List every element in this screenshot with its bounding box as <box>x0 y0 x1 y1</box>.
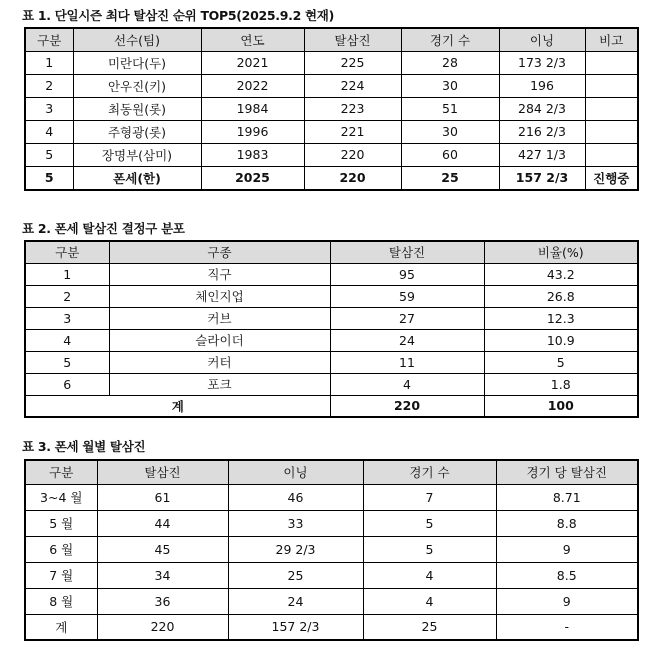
cell: 8.71 <box>496 484 638 510</box>
header-innings: 이닝 <box>499 28 585 51</box>
cell: 커터 <box>109 351 330 373</box>
cell: 220 <box>304 143 401 166</box>
cell: 33 <box>228 510 363 536</box>
cell: 60 <box>401 143 499 166</box>
cell: 27 <box>330 307 484 329</box>
cell: 5 <box>484 351 638 373</box>
cell: 51 <box>401 97 499 120</box>
cell: 5 <box>25 351 109 373</box>
cell: 2021 <box>201 51 304 74</box>
table-row <box>25 143 638 166</box>
cell: 28 <box>401 51 499 74</box>
header-pitch-type: 구종 <box>109 241 330 263</box>
table2-caption: 표 2. 폰세 탈삼진 결정구 분포 <box>22 221 185 236</box>
table-row-total <box>25 614 638 640</box>
cell: 24 <box>228 588 363 614</box>
cell: 95 <box>330 263 484 285</box>
cell: 4 <box>363 562 496 588</box>
cell: 계 <box>25 614 97 640</box>
cell: 진행중 <box>585 166 638 190</box>
cell: 46 <box>228 484 363 510</box>
header-strikeouts: 탈삼진 <box>330 241 484 263</box>
pitch-type-table <box>24 240 639 418</box>
cell: 주형광(롯) <box>73 120 201 143</box>
header-strikeouts: 탈삼진 <box>304 28 401 51</box>
cell: 34 <box>97 562 228 588</box>
header-ratio: 비율(%) <box>484 241 638 263</box>
table3-caption: 표 3. 폰세 월별 탈삼진 <box>22 439 146 454</box>
cell: 2 <box>25 74 73 97</box>
cell: 8.5 <box>496 562 638 588</box>
cell: 2 <box>25 285 109 307</box>
cell: 25 <box>228 562 363 588</box>
cell: 24 <box>330 329 484 351</box>
cell: 계 <box>25 395 330 417</box>
cell: 7 월 <box>25 562 97 588</box>
header-strikeouts: 탈삼진 <box>97 460 228 484</box>
cell: 220 <box>304 166 401 190</box>
cell: 1996 <box>201 120 304 143</box>
cell <box>585 143 638 166</box>
cell: 4 <box>25 329 109 351</box>
cell: 1 <box>25 51 73 74</box>
cell: 포크 <box>109 373 330 395</box>
header-category: 구분 <box>25 460 97 484</box>
cell: 196 <box>499 74 585 97</box>
cell: 36 <box>97 588 228 614</box>
cell: 29 2/3 <box>228 536 363 562</box>
cell: 체인지업 <box>109 285 330 307</box>
cell: 안우진(키) <box>73 74 201 97</box>
cell: 장명부(삼미) <box>73 143 201 166</box>
cell: 225 <box>304 51 401 74</box>
header-year: 연도 <box>201 28 304 51</box>
cell: 5 월 <box>25 510 97 536</box>
header-category: 구분 <box>25 241 109 263</box>
table-row-highlight <box>25 166 638 190</box>
cell: 1 <box>25 263 109 285</box>
cell: 9 <box>496 588 638 614</box>
cell: 2022 <box>201 74 304 97</box>
header-games: 경기 수 <box>363 460 496 484</box>
cell: 11 <box>330 351 484 373</box>
cell: - <box>496 614 638 640</box>
table-row <box>25 510 638 536</box>
cell: 1.8 <box>484 373 638 395</box>
cell: 25 <box>401 166 499 190</box>
cell: 157 2/3 <box>499 166 585 190</box>
cell: 10.9 <box>484 329 638 351</box>
cell: 221 <box>304 120 401 143</box>
header-innings: 이닝 <box>228 460 363 484</box>
table-row <box>25 373 638 395</box>
table-row-total <box>25 395 638 417</box>
cell: 3 <box>25 307 109 329</box>
cell: 5 <box>363 510 496 536</box>
cell: 216 2/3 <box>499 120 585 143</box>
cell: 7 <box>363 484 496 510</box>
cell: 4 <box>363 588 496 614</box>
cell: 223 <box>304 97 401 120</box>
table-row <box>25 329 638 351</box>
header-category: 구분 <box>25 28 73 51</box>
cell: 30 <box>401 120 499 143</box>
cell: 5 <box>25 143 73 166</box>
table1-caption: 표 1. 단일시즌 최다 탈삼진 순위 TOP5(2025.9.2 현재) <box>22 8 334 23</box>
cell <box>585 74 638 97</box>
cell: 5 <box>25 166 73 190</box>
table-row <box>25 351 638 373</box>
cell: 173 2/3 <box>499 51 585 74</box>
cell: 220 <box>97 614 228 640</box>
cell: 6 <box>25 373 109 395</box>
cell: 8.8 <box>496 510 638 536</box>
header-notes: 비고 <box>585 28 638 51</box>
cell: 26.8 <box>484 285 638 307</box>
cell: 직구 <box>109 263 330 285</box>
table-row <box>25 74 638 97</box>
cell <box>585 97 638 120</box>
cell: 최동원(롯) <box>73 97 201 120</box>
cell: 8 월 <box>25 588 97 614</box>
cell: 폰세(한) <box>73 166 201 190</box>
table-row <box>25 97 638 120</box>
cell <box>585 120 638 143</box>
table-row <box>25 562 638 588</box>
cell <box>585 51 638 74</box>
cell: 커브 <box>109 307 330 329</box>
cell: 59 <box>330 285 484 307</box>
cell: 3 <box>25 97 73 120</box>
cell: 220 <box>330 395 484 417</box>
cell: 6 월 <box>25 536 97 562</box>
cell: 44 <box>97 510 228 536</box>
cell: 157 2/3 <box>228 614 363 640</box>
table-row <box>25 484 638 510</box>
cell: 1984 <box>201 97 304 120</box>
cell: 3~4 월 <box>25 484 97 510</box>
cell: 224 <box>304 74 401 97</box>
table-row <box>25 307 638 329</box>
cell: 25 <box>363 614 496 640</box>
cell: 12.3 <box>484 307 638 329</box>
cell: 4 <box>25 120 73 143</box>
cell: 2025 <box>201 166 304 190</box>
cell: 100 <box>484 395 638 417</box>
strikeout-top5-table <box>24 27 639 191</box>
cell: 1983 <box>201 143 304 166</box>
table-row <box>25 263 638 285</box>
cell: 427 1/3 <box>499 143 585 166</box>
table-row <box>25 51 638 74</box>
cell: 미란다(두) <box>73 51 201 74</box>
cell: 61 <box>97 484 228 510</box>
cell: 슬라이더 <box>109 329 330 351</box>
table-row <box>25 120 638 143</box>
cell: 45 <box>97 536 228 562</box>
header-player-team: 선수(팀) <box>73 28 201 51</box>
header-strikeouts-per-game: 경기 당 탈삼진 <box>496 460 638 484</box>
cell: 43.2 <box>484 263 638 285</box>
cell: 4 <box>330 373 484 395</box>
cell: 30 <box>401 74 499 97</box>
monthly-strikeout-table <box>24 459 639 641</box>
header-games: 경기 수 <box>401 28 499 51</box>
cell: 5 <box>363 536 496 562</box>
cell: 9 <box>496 536 638 562</box>
table-row <box>25 285 638 307</box>
cell: 284 2/3 <box>499 97 585 120</box>
table-row <box>25 588 638 614</box>
table-row <box>25 536 638 562</box>
